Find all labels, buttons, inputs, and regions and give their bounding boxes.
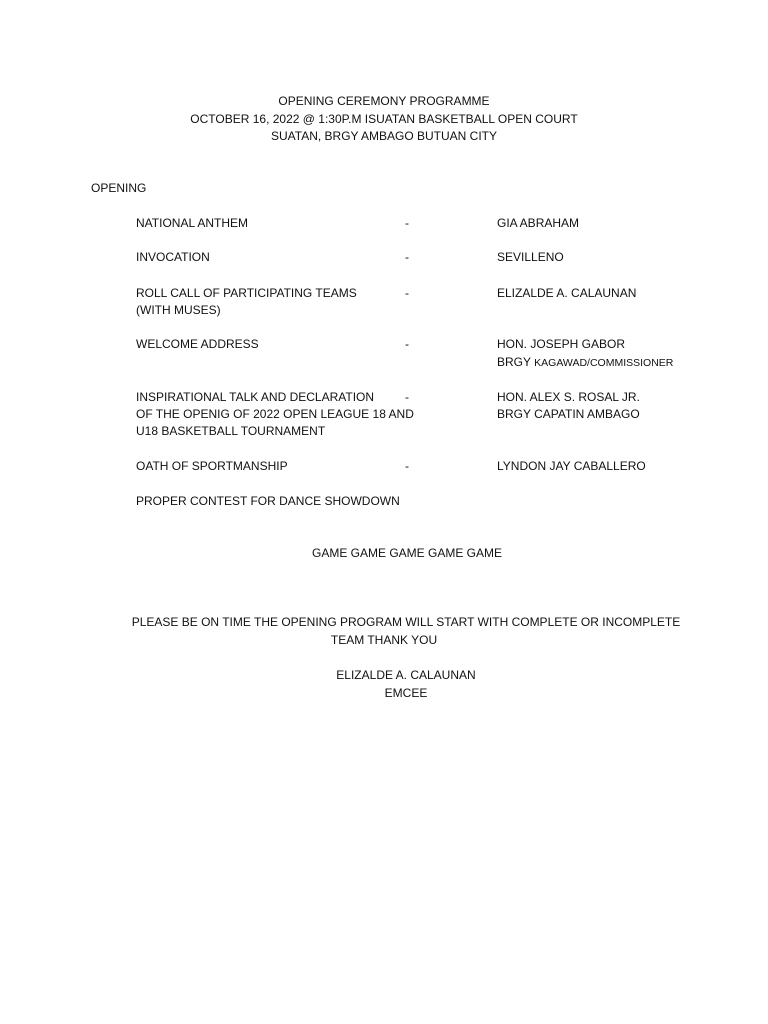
program-dash: - [405, 390, 409, 404]
program-dash: - [405, 286, 409, 300]
program-dash: - [405, 459, 409, 473]
address-line: SUATAN, BRGY AMBAGO BUTUAN CITY [270, 129, 498, 143]
program-item-invocation: INVOCATION [136, 250, 210, 264]
program-person-title-prefix: BRGY [497, 355, 531, 369]
notice-line-1: PLEASE BE ON TIME THE OPENING PROGRAM WILL START WITH COMPLETE OR INCOMPLETE [131, 615, 681, 629]
program-person-title: BRGY CAPATIN AMBAGO [497, 407, 640, 421]
program-item-inspirational-talk-line2: OF THE OPENIG OF 2022 OPEN LEAGUE 18 AND [136, 407, 414, 421]
notice-line-2: TEAM THANK YOU [330, 633, 438, 647]
game-line: GAME GAME GAME GAME GAME [311, 546, 503, 560]
program-dash: - [405, 337, 409, 351]
program-person: HON. JOSEPH GABOR [497, 337, 626, 351]
program-person: GIA ABRAHAM [497, 216, 580, 230]
program-person: SEVILLENO [497, 250, 564, 264]
program-person: ELIZALDE A. CALAUNAN [497, 286, 637, 300]
program-dash: - [405, 250, 409, 264]
program-item-oath: OATH OF SPORTMANSHIP [136, 459, 288, 473]
program-item-roll-call: ROLL CALL OF PARTICIPATING TEAMS [136, 286, 357, 300]
program-person-title-role: KAGAWAD/COMMISSIONER [534, 357, 674, 369]
signature-role: EMCEE [384, 686, 428, 700]
document-title: OPENING CEREMONY PROGRAMME [278, 94, 490, 108]
signature-name: ELIZALDE A. CALAUNAN [336, 668, 476, 682]
program-item-inspirational-talk: INSPIRATIONAL TALK AND DECLARATION [136, 390, 375, 404]
program-person: LYNDON JAY CABALLERO [497, 459, 646, 473]
program-item-welcome-address: WELCOME ADDRESS [136, 337, 259, 351]
date-venue-line: OCTOBER 16, 2022 @ 1:30P.M ISUATAN BASKETBALL OPEN COURT [190, 112, 578, 126]
program-dash: - [405, 216, 409, 230]
program-item-inspirational-talk-line3: U18 BASKETBALL TOURNAMENT [136, 424, 326, 438]
program-item-roll-call-line2: (WITH MUSES) [136, 303, 221, 317]
program-item-national-anthem: NATIONAL ANTHEM [136, 216, 249, 230]
program-person-title [497, 354, 673, 373]
program-person: HON. ALEX S. ROSAL JR. [497, 390, 640, 404]
section-label-opening: OPENING [91, 181, 147, 195]
program-item-dance-contest: PROPER CONTEST FOR DANCE SHOWDOWN [136, 494, 400, 508]
